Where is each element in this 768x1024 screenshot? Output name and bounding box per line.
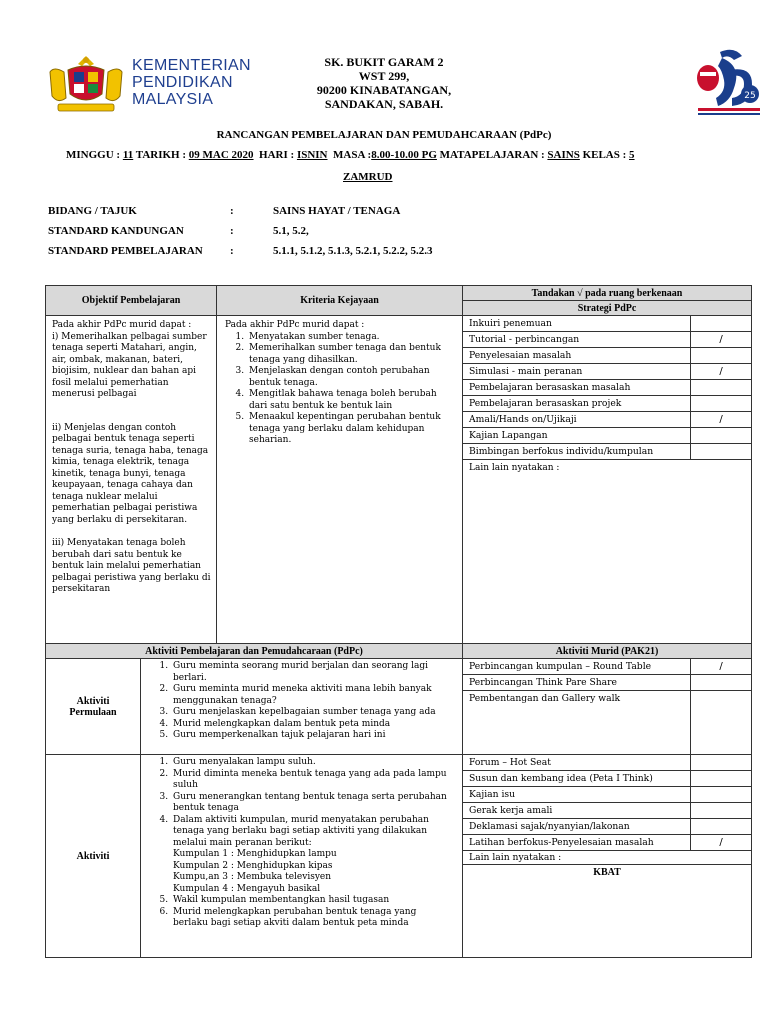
aktiviti-label-cell xyxy=(45,754,141,958)
kpm-line-3: MALAYSIA xyxy=(132,91,214,108)
permulaan-label-cell xyxy=(45,658,141,755)
school-address-1: 90200 KINABATANGAN, xyxy=(316,83,452,97)
pak21-b-row-2: Susun dan kembang idea (Peta I Think) xyxy=(462,770,691,787)
school-emblem-logo xyxy=(694,44,764,118)
kbat-label: KBAT xyxy=(593,867,621,878)
school-address-block xyxy=(280,55,488,111)
permulaan-label-1: Aktiviti xyxy=(76,695,110,707)
kpm-line-1: KEMENTERIAN xyxy=(132,57,251,74)
aktiviti-item-4-text: Dalam aktiviti kumpulan, murid menyatakan perubahan tenaga yang berlaku bagi setiap aktiviti yang dilakukan melalui main peranan berikut: xyxy=(173,814,429,848)
kumpulan-4: Kumpulan 4 : Mengayuh basikal xyxy=(173,883,321,894)
kriteria-item: 4. Mengitlak bahawa tenaga boleh berubah dari satu bentuk ke bentuk lain xyxy=(247,389,454,412)
masa-value: 8.00-10.00 PG xyxy=(371,149,437,161)
pak21-a-tick-2[interactable] xyxy=(690,674,752,691)
pak21-a-tick-3[interactable] xyxy=(690,690,752,755)
kpm-wordmark xyxy=(132,57,262,108)
kpm-line-2: PENDIDIKAN xyxy=(132,74,233,91)
strategi-row-1: Inkuiri penemuan xyxy=(462,315,691,332)
aktiviti-item: 5. Wakil kumpulan membentangkan hasil tugasan xyxy=(171,895,454,907)
permulaan-item: 2. Guru meminta murid meneka aktiviti mana lebih banyak menggunakan tenaga? xyxy=(171,684,454,707)
pak21-a-tick-1[interactable]: / xyxy=(690,658,752,675)
kelas-number: 5 xyxy=(629,149,635,161)
objektif-intro: Pada akhir PdPc murid dapat : xyxy=(52,320,192,330)
header-pak21: Aktiviti Murid (PAK21) xyxy=(462,643,752,659)
strategi-row-8: Kajian Lapangan xyxy=(462,427,691,444)
kriteria-item: 3. Menjelaskan dengan contoh perubahan bentuk tenaga. xyxy=(247,366,454,389)
header-tandakan: Tandakan √ pada ruang berkenaan xyxy=(462,285,752,301)
document-title: RANCANGAN PEMBELAJARAN DAN PEMUDAHCARAAN (PdPc) xyxy=(216,129,552,141)
header-kriteria: Kriteria Kejayaan xyxy=(216,285,463,316)
pak21-lain-cell[interactable]: Lain lain nyatakan : xyxy=(462,850,752,865)
strategi-row-9: Bimbingan berfokus individu/kumpulan xyxy=(462,443,691,460)
kriteria-cell xyxy=(216,315,463,644)
permulaan-item: 4. Murid melengkapkan dalam bentuk peta minda xyxy=(171,719,454,731)
strategi-tick-1[interactable] xyxy=(690,315,752,332)
subjek-label: MATAPELAJARAN : xyxy=(439,149,545,161)
pak21-b-row-5: Deklamasi sajak/nyanyian/lakonan xyxy=(462,818,691,835)
pak21-b-row-1: Forum – Hot Seat xyxy=(462,754,691,771)
tarikh-label: TARIKH : xyxy=(135,149,187,161)
strategi-tick-7[interactable]: / xyxy=(690,411,752,428)
kpm-crest-logo xyxy=(44,52,128,116)
aktiviti-item: 6. Murid melengkapkan perubahan bentuk tenaga yang berlaku bagi setiap akviti dalam bentuk peta minda xyxy=(171,907,454,930)
objektif-item-1: i) Memerihalkan pelbagai sumber tenaga seperti Matahari, angin, air, ombak, makanan, bateri, biojisim, nuklear dan bahan api fosil melalui pemerhatian menerusi pelbagai xyxy=(52,331,207,399)
aktiviti-label: Aktiviti xyxy=(76,850,110,862)
school-code: WST 299, xyxy=(358,69,410,83)
pak21-a-row-2: Perbincangan Think Pare Share xyxy=(462,674,691,691)
aktiviti-item: 2. Murid diminta meneka bentuk tenaga yang ada pada lampu suluh xyxy=(171,769,454,792)
kbat-cell xyxy=(462,864,752,958)
strategi-tick-6[interactable] xyxy=(690,395,752,412)
pak21-b-row-4: Gerak kerja amali xyxy=(462,802,691,819)
header-objektif: Objektif Pembelajaran xyxy=(45,285,217,316)
info-pembelajaran-colon: : xyxy=(230,245,234,257)
pak21-b-row-6: Latihan berfokus-Penyelesaian masalah xyxy=(462,834,691,851)
info-kandungan-colon: : xyxy=(230,225,234,237)
tarikh-value: 09 MAC 2020 xyxy=(188,149,254,161)
strategi-row-5: Pembelajaran berasaskan masalah xyxy=(462,379,691,396)
kriteria-intro: Pada akhir PdPc murid dapat : xyxy=(225,320,365,330)
strategi-row-2: Tutorial - perbincangan xyxy=(462,331,691,348)
lesson-meta-line xyxy=(66,149,716,161)
info-bidang-label: BIDANG / TAJUK xyxy=(48,205,137,217)
objektif-item-3: iii) Menyatakan tenaga boleh berubah dari satu bentuk ke bentuk lain melalui pemerhatian pelbagai peristiwa yang berlaku di persekitaran xyxy=(52,538,211,594)
pak21-b-tick-3[interactable] xyxy=(690,786,752,803)
permulaan-list xyxy=(145,661,454,742)
kriteria-item: 1. Menyatakan sumber tenaga. xyxy=(247,332,454,344)
pak21-b-row-3: Kajian isu xyxy=(462,786,691,803)
strategi-lain-cell[interactable] xyxy=(462,459,752,644)
svg-text:25: 25 xyxy=(744,91,756,101)
aktiviti-item: 1. Guru menyalakan lampu suluh. xyxy=(171,757,454,769)
permulaan-item: 1. Guru meminta seorang murid berjalan dan seorang lagi berlari. xyxy=(171,661,454,684)
hari-value: ISNIN xyxy=(296,149,328,161)
minggu-label: MINGGU : xyxy=(66,149,121,161)
permulaan-cell xyxy=(140,658,463,755)
strategi-row-6: Pembelajaran berasaskan projek xyxy=(462,395,691,412)
strategi-tick-4[interactable]: / xyxy=(690,363,752,380)
strategi-row-4: Simulasi - main peranan xyxy=(462,363,691,380)
hari-label: HARI : xyxy=(259,149,295,161)
info-bidang-colon: : xyxy=(230,205,234,217)
strategi-lain-label: Lain lain nyatakan : xyxy=(469,463,560,473)
strategi-tick-8[interactable] xyxy=(690,427,752,444)
info-kandungan-value: 5.1, 5.2, xyxy=(273,225,309,237)
pak21-b-tick-4[interactable] xyxy=(690,802,752,819)
kriteria-list xyxy=(225,332,454,447)
kelas-label: KELAS : xyxy=(582,149,627,161)
aktiviti-item xyxy=(171,815,454,896)
masa-label: MASA : xyxy=(333,149,372,161)
kriteria-item: 2. Memerihalkan sumber tenaga dan bentuk tenaga yang dihasilkan. xyxy=(247,343,454,366)
aktiviti-cell xyxy=(140,754,463,958)
pak21-b-tick-6[interactable]: / xyxy=(690,834,752,851)
objektif-item-2: ii) Menjelas dengan contoh pelbagai bentuk tenaga seperti tenaga suria, tenaga haba, tenaga kimia, tenaga elektrik, tenaga kinetik, tenaga bunyi, tenaga keupayaan, tenaga cahaya dan tenaga nuklear melalui pemerhatian pelbagai peristiwa yang berlaku di persekitaran. xyxy=(52,422,209,525)
header-aktiviti-pdpc: Aktiviti Pembelajaran dan Pemudahcaraan (PdPc) xyxy=(45,643,463,659)
strategi-row-7: Amali/Hands on/Ujikaji xyxy=(462,411,691,428)
minggu-value: 11 xyxy=(122,149,134,161)
info-pembelajaran-value: 5.1.1, 5.1.2, 5.1.3, 5.2.1, 5.2.2, 5.2.3 xyxy=(273,245,433,257)
permulaan-item: 3. Guru menjelaskan kepelbagaian sumber tenaga yang ada xyxy=(171,707,454,719)
info-bidang-value: SAINS HAYAT / TENAGA xyxy=(273,205,401,217)
school-address-2: SANDAKAN, SABAH. xyxy=(324,97,444,111)
header-strategi: Strategi PdPc xyxy=(462,300,752,316)
strategi-tick-5[interactable] xyxy=(690,379,752,396)
subjek-value: SAINS xyxy=(547,149,580,161)
school-name: SK. BUKIT GARAM 2 xyxy=(324,55,444,69)
info-pembelajaran-label: STANDARD PEMBELAJARAN xyxy=(48,245,203,257)
pak21-b-tick-2[interactable] xyxy=(690,770,752,787)
info-kandungan-label: STANDARD KANDUNGAN xyxy=(48,225,184,237)
aktiviti-list xyxy=(145,757,454,930)
pak21-b-tick-1[interactable] xyxy=(690,754,752,771)
pak21-b-tick-5[interactable] xyxy=(690,818,752,835)
objektif-cell xyxy=(45,315,217,644)
strategi-tick-3[interactable] xyxy=(690,347,752,364)
permulaan-item: 5. Guru memperkenalkan tajuk pelajaran hari ini xyxy=(171,730,454,742)
strategi-tick-2[interactable]: / xyxy=(690,331,752,348)
kumpulan-3: Kumpu,an 3 : Membuka televisyen xyxy=(173,872,332,882)
kriteria-item: 5. Menaakul kepentingan perubahan bentuk tenaga yang berlaku dalam kehidupan seharian. xyxy=(247,412,454,447)
kelas-name: ZAMRUD xyxy=(343,171,393,183)
kumpulan-2: Kumpulan 2 : Menghidupkan kipas xyxy=(173,860,333,871)
pak21-a-row-3: Pembentangan dan Gallery walk xyxy=(462,690,691,755)
kumpulan-1: Kumpulan 1 : Menghidupkan lampu xyxy=(173,849,337,859)
permulaan-label-2: Permulaan xyxy=(69,706,117,718)
strategi-row-3: Penyelesaian masalah xyxy=(462,347,691,364)
aktiviti-item: 3. Guru menerangkan tentang bentuk tenaga serta perubahan bentuk tenaga xyxy=(171,792,454,815)
pak21-a-row-1: Perbincangan kumpulan – Round Table xyxy=(462,658,691,675)
strategi-tick-9[interactable] xyxy=(690,443,752,460)
